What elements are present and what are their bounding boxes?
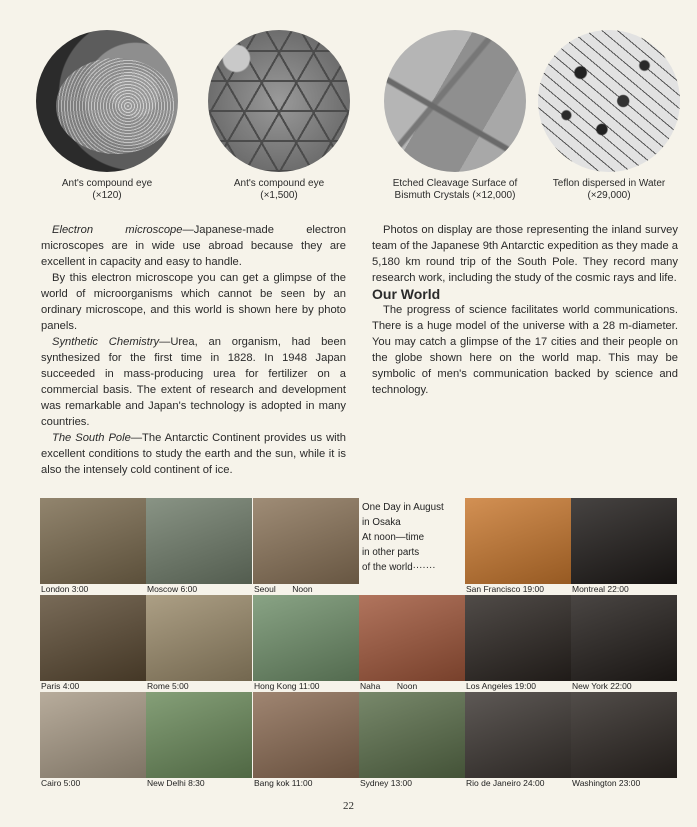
city-photo [253, 595, 359, 681]
city-photo-tile [40, 498, 146, 595]
city-photo-tile [146, 595, 252, 692]
city-photo [465, 595, 571, 681]
city-time-label: Hong Kong 11:00 [253, 681, 359, 692]
paragraph-south-pole: The South Pole—The Antarctic Continent provides us with excellent conditions to study the earth and the sun, while it is also the intensely cold continent of ice. [41, 432, 346, 476]
city-photo [253, 498, 359, 584]
micrograph-caption: Teflon dispersed in Water (×29,000) [552, 178, 666, 201]
city-time-label: New York 22:00 [571, 681, 677, 692]
city-photo-tile [359, 595, 465, 692]
city-photo-tile [253, 498, 359, 595]
city-photo [465, 692, 571, 778]
city-photo-tile [465, 692, 571, 789]
city-time-label: Washington 23:00 [571, 778, 677, 789]
city-time-label: Cairo 5:00 [40, 778, 146, 789]
city-photo-tile [571, 692, 677, 789]
micrograph-caption: Ant's compound eye (×1,500) [233, 178, 325, 201]
right-text-column [372, 222, 678, 398]
city-time-label: San Francisco 19:00 [465, 584, 571, 595]
city-photo [571, 692, 677, 778]
city-photo [40, 595, 146, 681]
world-cities-photo-grid [40, 498, 678, 789]
section-heading: Our World [372, 286, 441, 302]
paragraph-electron-world: By this electron microscope you can get a glimpse of the world of microorganisms which cannot be seen by an ordinary microscope, and this world is shown here by photo panels. [41, 272, 346, 332]
micrograph-image [384, 30, 526, 172]
city-photo-tile [465, 595, 571, 692]
city-time-label: Moscow 6:00 [146, 584, 252, 595]
micrograph-bismuth [380, 30, 530, 202]
city-photo-tile [571, 498, 677, 595]
micrograph-ant-eye-120 [32, 30, 182, 202]
city-photo [465, 498, 571, 584]
micrograph-image [538, 30, 680, 172]
city-photo [571, 498, 677, 584]
city-photo-tile [40, 692, 146, 789]
city-photo [146, 692, 252, 778]
city-photo-tile [253, 692, 359, 789]
micrograph-image [36, 30, 178, 172]
city-time-label: Rio de Janeiro 24:00 [465, 778, 571, 789]
left-text-column [41, 222, 346, 478]
city-photo-tile [465, 498, 571, 595]
city-photo [253, 692, 359, 778]
city-time-label: London 3:00 [40, 584, 146, 595]
paragraph-electron-microscope: Electron microscope—Japanese-made electron microscopes are in wide use abroad because they are excellent in capacity and easy to handle. [41, 224, 346, 268]
city-photo [359, 595, 465, 681]
micrograph-ant-eye-1500 [204, 30, 354, 202]
city-time-label: Los Angeles 19:00 [465, 681, 571, 692]
micrograph-image [208, 30, 350, 172]
paragraph-antarctic-photos: Photos on display are those representing the inland survey team of the Japanese 9th Antarctic expedition as they made a 5,180 km round trip of the South Pole. They record many research work, including the study of the cosmic rays and life. [372, 224, 678, 284]
city-photo [40, 498, 146, 584]
city-time-label: Rome 5:00 [146, 681, 252, 692]
city-time-label: Montreal 22:00 [571, 584, 677, 595]
city-time-label: Seoul Noon [253, 584, 359, 595]
city-photo-tile [146, 498, 252, 595]
paragraph-synthetic-chemistry: Synthetic Chemistry—Urea, an organism, had been synthesized for the first time in 1828. In 1948 Japan succeeded in mass-producing urea for fertilizer on a commercial basis. The extent of research and development was remarkable and Japan's technology is adopted in many countries. [41, 336, 346, 428]
city-time-label: Paris 4:00 [40, 681, 146, 692]
micrograph-caption: Ant's compound eye (×120) [61, 178, 153, 201]
city-photo-tile [571, 595, 677, 692]
page-number: 22 [343, 800, 354, 812]
city-time-label: New Delhi 8:30 [146, 778, 252, 789]
city-photo-tile [146, 692, 252, 789]
paragraph-our-world: The progress of science facilitates world communications. There is a huge model of the universe with a 28 m-diameter. You may catch a glimpse of the 17 cities and their people on the globe shown here on the world map. This may be symbolic of men's communication backed by science and technology. [372, 304, 678, 396]
city-photo-tile [40, 595, 146, 692]
city-photo [40, 692, 146, 778]
city-time-label: Sydney 13:00 [359, 778, 465, 789]
city-photo-tile [359, 692, 465, 789]
micrograph-teflon [534, 30, 684, 202]
city-time-label: Naha Noon [359, 681, 465, 692]
city-photo [146, 595, 252, 681]
city-photo [146, 498, 252, 584]
micrograph-caption: Etched Cleavage Surface of Bismuth Crystals (×12,000) [392, 178, 518, 201]
city-photo [571, 595, 677, 681]
city-photo-tile [253, 595, 359, 692]
city-photo [359, 692, 465, 778]
city-time-label: Bang kok 11:00 [253, 778, 359, 789]
osaka-intro-box: One Day in August in Osaka At noon—time in other parts of the world······· [359, 498, 465, 595]
